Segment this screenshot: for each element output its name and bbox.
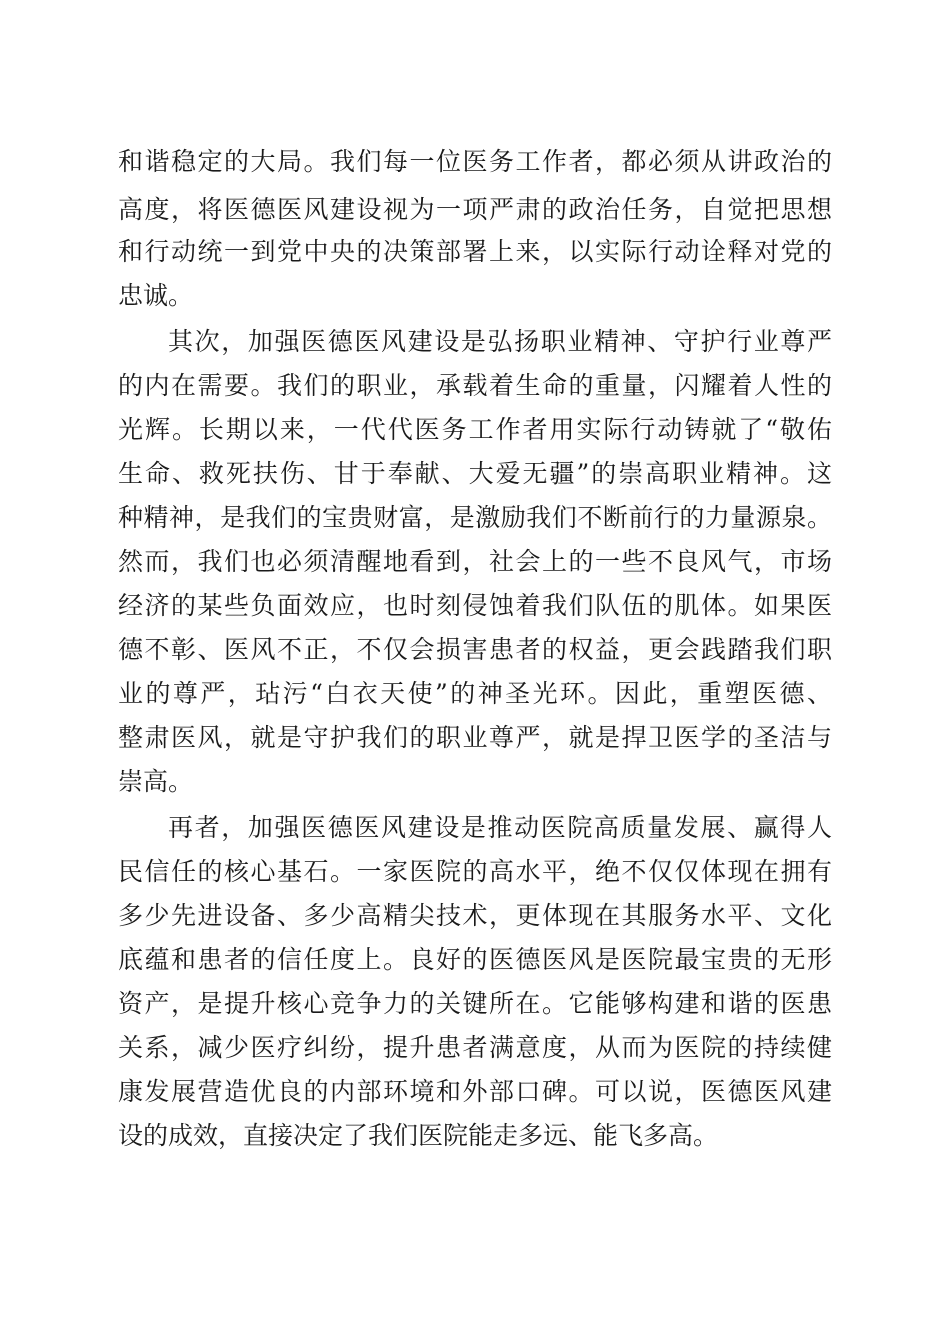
text-line: 忠诚。 xyxy=(118,281,194,310)
text-line: 高度，将医德医风建设视为一项严肃的政治任务，自觉把思想 xyxy=(118,195,832,224)
paragraph-start-line: 再者，加强医德医风建设是推动医院高质量发展、赢得人 xyxy=(168,813,832,842)
text-line: 资产，是提升核心竞争力的关键所在。它能够构建和谐的医患 xyxy=(118,989,832,1018)
text-line: 民信任的核心基石。一家医院的高水平，绝不仅仅体现在拥有 xyxy=(118,857,832,886)
text-line: 种精神，是我们的宝贵财富，是激励我们不断前行的力量源泉。 xyxy=(118,503,832,532)
text-line: 和谐稳定的大局。我们每一位医务工作者，都必须从讲政治的 xyxy=(118,147,832,176)
text-line: 整肃医风，就是守护我们的职业尊严，就是捍卫医学的圣洁与 xyxy=(118,723,832,752)
text-line: 然而，我们也必须清醒地看到，社会上的一些不良风气，市场 xyxy=(118,547,832,576)
text-line: 经济的某些负面效应，也时刻侵蚀着我们队伍的肌体。如果医 xyxy=(118,591,832,620)
text-line: 生命、救死扶伤、甘于奉献、大爱无疆”的崇高职业精神。这 xyxy=(118,459,832,488)
text-line: 光辉。长期以来，一代代医务工作者用实际行动铸就了“敬佑 xyxy=(118,415,832,444)
text-line: 业的尊严，玷污“白衣天使”的神圣光环。因此，重塑医德、 xyxy=(118,679,832,708)
text-line: 关系，减少医疗纠纷，提升患者满意度，从而为医院的持续健 xyxy=(118,1033,832,1062)
text-line: 设的成效，直接决定了我们医院能走多远、能飞多高。 xyxy=(118,1121,719,1150)
text-line: 多少先进设备、多少高精尖技术，更体现在其服务水平、文化 xyxy=(118,901,832,930)
paragraph-start-line: 其次，加强医德医风建设是弘扬职业精神、守护行业尊严 xyxy=(168,327,832,356)
text-line: 崇高。 xyxy=(118,767,194,796)
text-line: 康发展营造优良的内部环境和外部口碑。可以说，医德医风建 xyxy=(118,1077,832,1106)
text-line: 的内在需要。我们的职业，承载着生命的重量，闪耀着人性的 xyxy=(118,371,832,400)
text-line: 德不彰、医风不正，不仅会损害患者的权益，更会践踏我们职 xyxy=(118,635,832,664)
text-line: 和行动统一到党中央的决策部署上来，以实际行动诠释对党的 xyxy=(118,237,832,266)
text-line: 底蕴和患者的信任度上。良好的医德医风是医院最宝贵的无形 xyxy=(118,945,832,974)
